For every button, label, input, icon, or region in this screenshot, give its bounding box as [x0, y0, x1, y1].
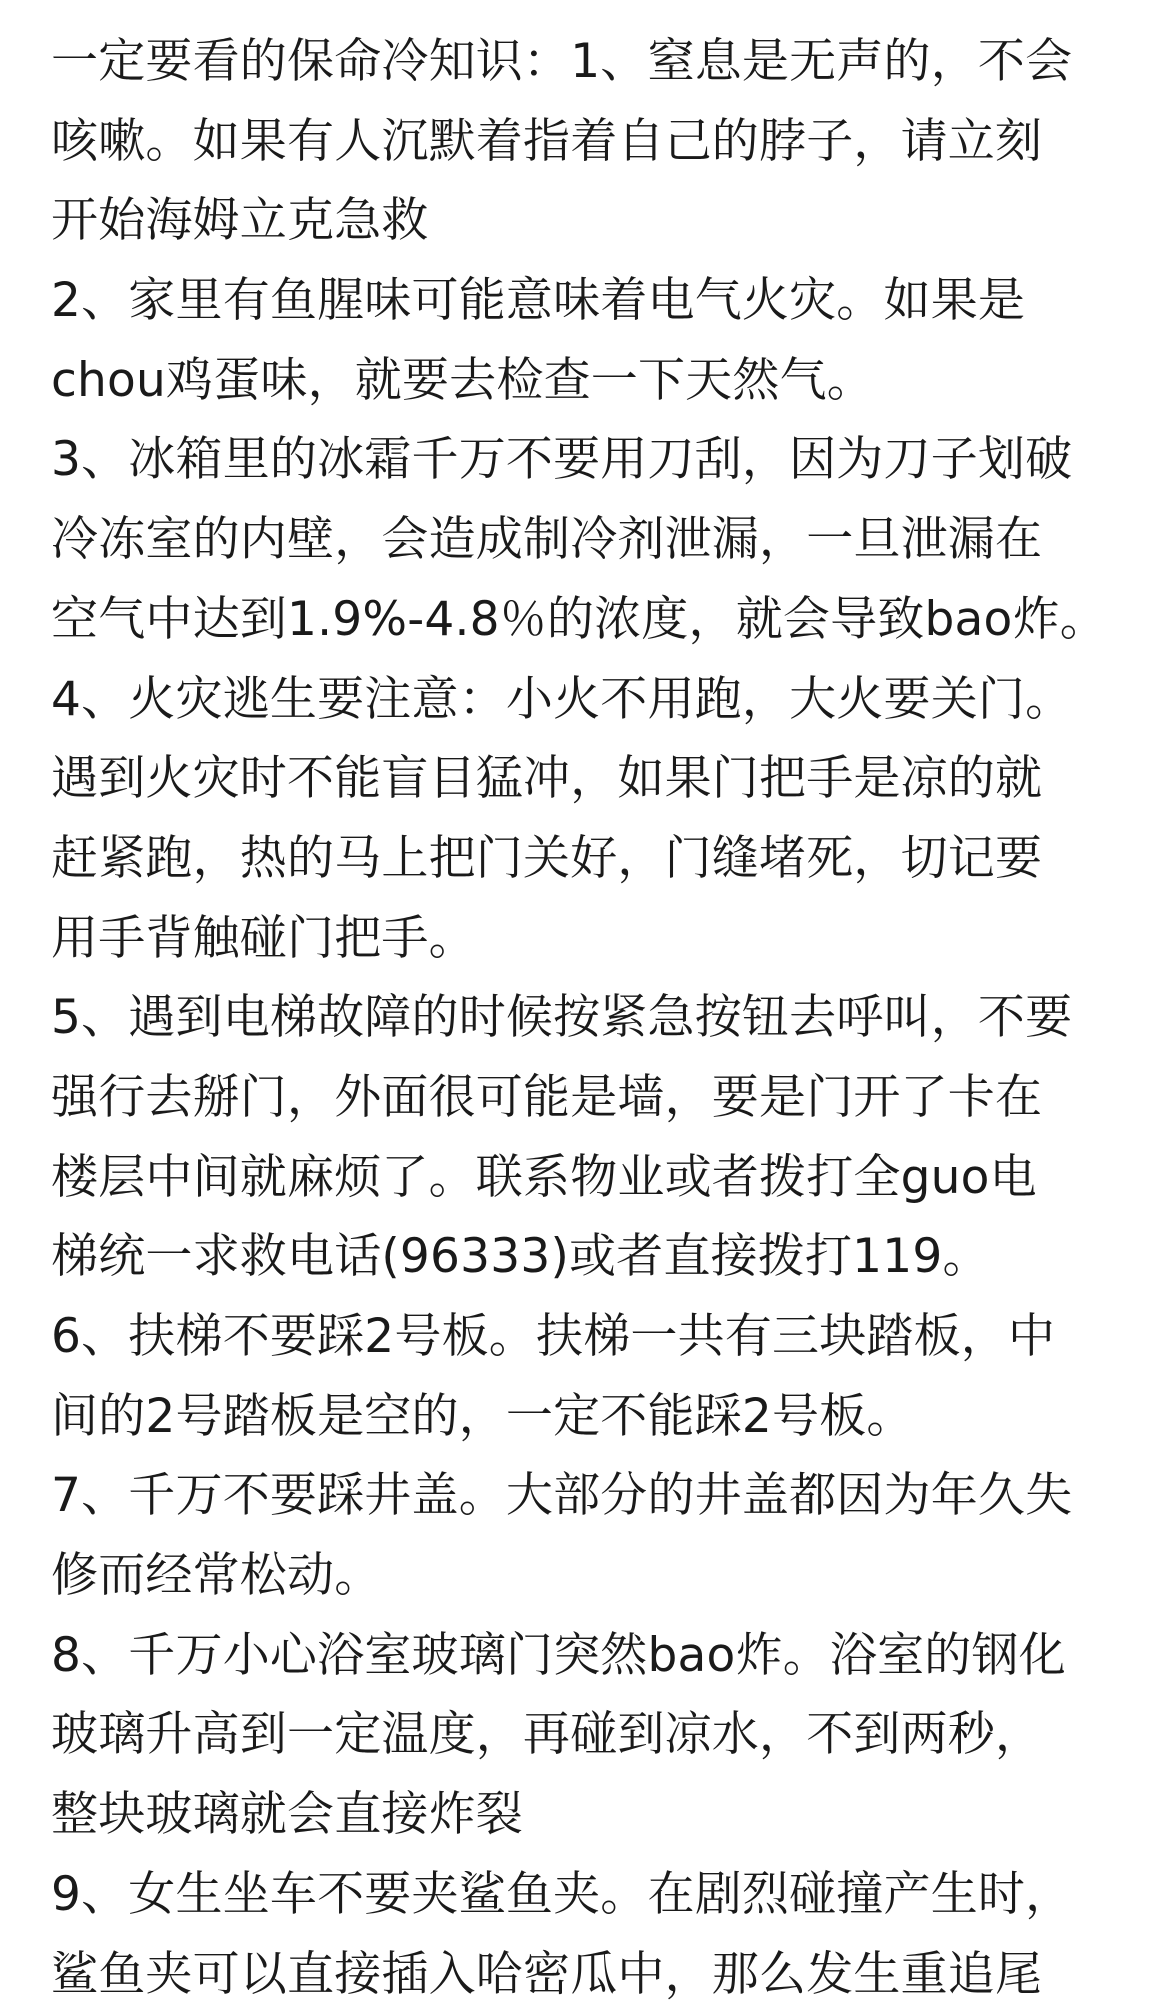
text-line: 2、家里有鱼腥味可能意味着电气火灾。如果是 — [51, 261, 1161, 341]
text-line: 梯统一求救电话(96333)或者直接拨打119。 — [51, 1217, 1161, 1297]
text-line: 开始海姆立克急救 — [51, 181, 1161, 261]
text-line: 4、火灾逃生要注意：小火不用跑，大火要关门。 — [51, 660, 1161, 740]
text-line: 6、扶梯不要踩2号板。扶梯一共有三块踏板，中 — [51, 1297, 1161, 1377]
text-line: chou鸡蛋味，就要去检查一下天然气。 — [51, 341, 1161, 421]
text-line: 冷冻室的内壁，会造成制冷剂泄漏，一旦泄漏在 — [51, 500, 1161, 580]
text-line: 3、冰箱里的冰霜千万不要用刀刮，因为刀子划破 — [51, 420, 1161, 500]
text-line: 咳嗽。如果有人沉默着指着自己的脖子，请立刻 — [51, 102, 1161, 182]
text-line: 玻璃升高到一定温度，再碰到凉水，不到两秒， — [51, 1695, 1161, 1775]
text-line: 8、千万小心浴室玻璃门突然bao炸。浴室的钢化 — [51, 1616, 1161, 1696]
text-line: 一定要看的保命冷知识：1、窒息是无声的，不会 — [51, 22, 1161, 102]
text-line: 整块玻璃就会直接炸裂 — [51, 1775, 1161, 1855]
text-line: 遇到火灾时不能盲目猛冲，如果门把手是凉的就 — [51, 739, 1161, 819]
text-line: 空气中达到1.9%-4.8％的浓度，就会导致bao炸。 — [51, 580, 1161, 660]
text-line: 用手背触碰门把手。 — [51, 899, 1161, 979]
text-line: 7、千万不要踩井盖。大部分的井盖都因为年久失 — [51, 1456, 1161, 1536]
text-line: 5、遇到电梯故障的时候按紧急按钮去呼叫，不要 — [51, 978, 1161, 1058]
text-line: 强行去掰门，外面很可能是墙，要是门开了卡在 — [51, 1058, 1161, 1138]
article-body — [51, 22, 1161, 1982]
text-line: 鲨鱼夹可以直接插入哈密瓜中，那么发生重追尾 — [51, 1935, 1161, 2014]
text-line: 9、女生坐车不要夹鲨鱼夹。在剧烈碰撞产生时， — [51, 1855, 1161, 1935]
text-line: 赶紧跑，热的马上把门关好，门缝堵死，切记要 — [51, 819, 1161, 899]
text-line: 楼层中间就麻烦了。联系物业或者拨打全guo电 — [51, 1138, 1161, 1218]
text-line: 间的2号踏板是空的，一定不能踩2号板。 — [51, 1377, 1161, 1457]
text-line: 修而经常松动。 — [51, 1536, 1161, 1616]
